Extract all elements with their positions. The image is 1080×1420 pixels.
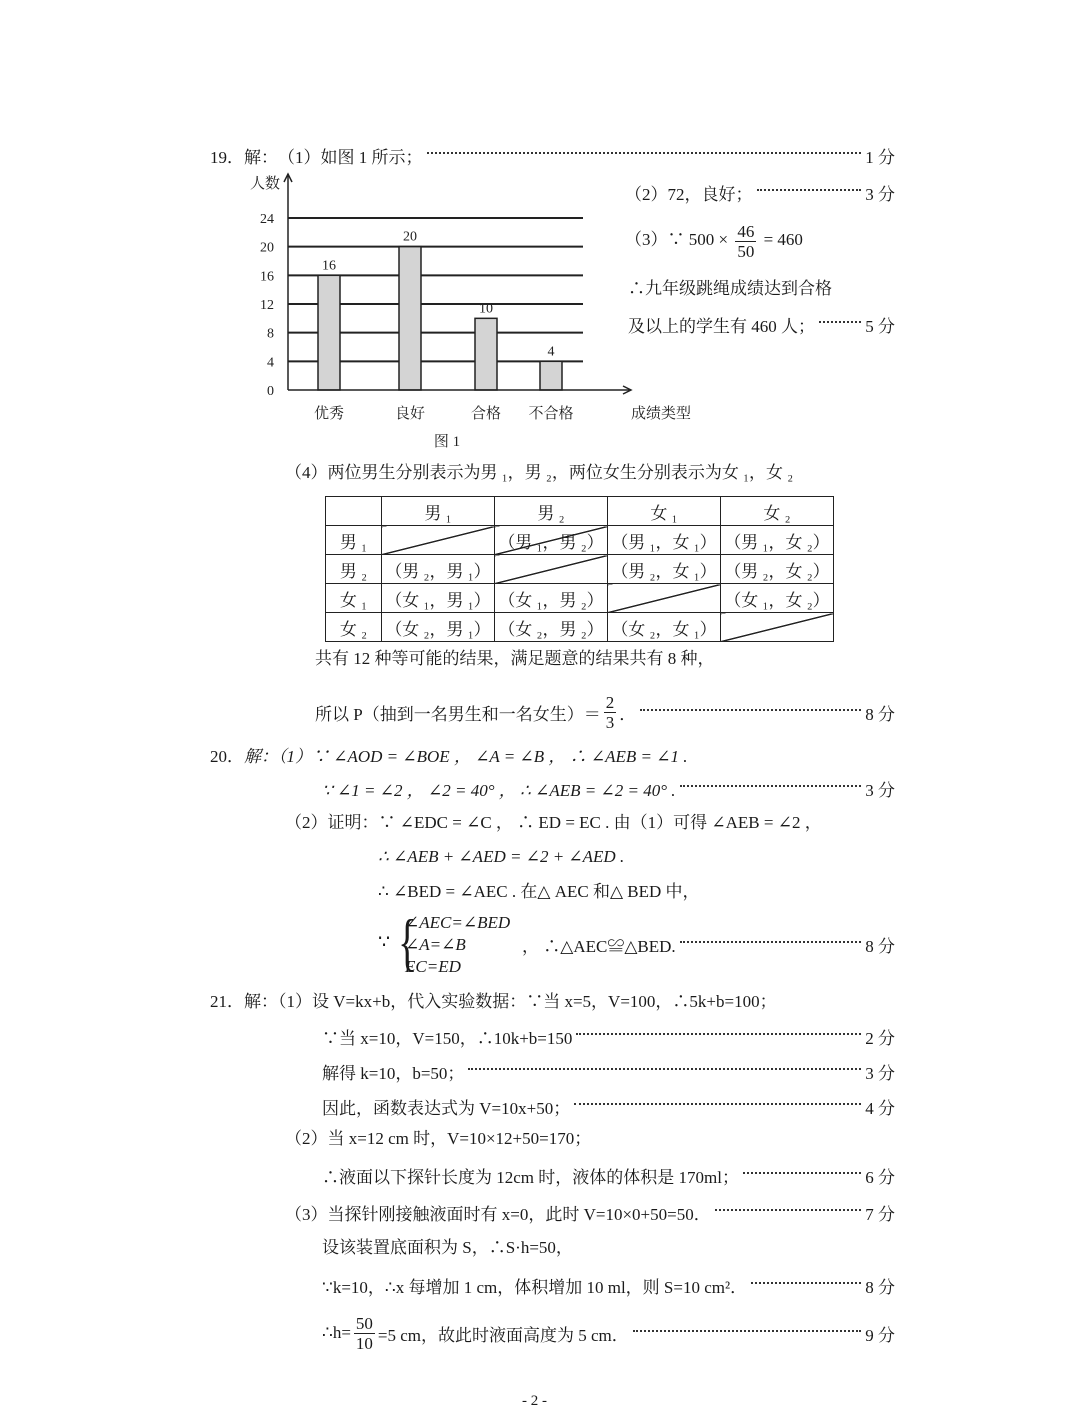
leader-dots [576,1032,861,1035]
q19-part3-text: 及以上的学生有 460 人； [628,316,815,336]
leader-dots [715,1208,862,1211]
table-cell: （女 ₂，女 ₁） [608,613,721,642]
system-equation-3: EC=ED [405,957,461,976]
table-cell: （女 ₂，男 ₁） [382,613,495,642]
y-axis-label: 人数 [250,176,281,192]
row-label: 男 ₁ [326,526,382,555]
q19-part3-prefix: （3）∵ 500 × [625,230,729,249]
bar [540,361,562,390]
q19-probability-prefix: 所以 P（抽到一名男生和一名女生）＝ [315,704,601,724]
q21-part2-conclusion: ∴液面以下探针长度为 12cm 时，液体的体积是 170ml； [322,1167,739,1187]
leader-dots [819,320,861,323]
q20-part1-conclusion: ∵ ∠1 = ∠2 ， ∠2 = 40° ， ∴ ∠AEB = ∠2 = 40° . [322,780,676,800]
leader-dots [640,708,861,711]
q20-conclusion: ， ∴△AEC≌△BED. [522,936,676,956]
bar [475,318,497,390]
q21-function-expression: 因此，函数表达式为 V=10x+50； [322,1098,571,1118]
q21-part3-line-2: 设该装置底面积为 S，∴S·h=50， [322,1238,573,1257]
q19-part1-score: 1 分 [865,147,895,167]
numerator: 50 [355,1313,373,1333]
table-header-cell: 男 ₁ [382,497,495,526]
q21-solution: 解得 k=10，b=50； [322,1063,465,1083]
y-tick-label: 20 [260,240,274,256]
table-cell: （男 ₁，女 ₁） [608,526,721,555]
table-cell: （男 ₂，男 ₁） [382,555,495,584]
q19-line-1 [210,143,895,167]
y-tick-label: 24 [260,212,274,227]
q21-part2-line-1: （2）当 x=12 cm 时，V=10×12+50=170； [285,1129,592,1148]
q19-part3-line-2: ∴九年级跳绳成绩达到合格 [628,279,832,298]
leader-dots [757,188,862,191]
y-tick-label: 4 [267,355,274,371]
q21-line-2 [322,1024,895,1048]
q21-part3-line-4 [322,1310,895,1356]
fraction [604,693,617,732]
table-row [326,613,834,642]
table-header-cell: 女 ₂ [721,497,834,526]
q21-part1-text: 解：（1）设 V=kx+b，代入实验数据：∵当 x=5，V=100，∴5k+b=100； [244,991,777,1011]
q19-part4-score: 8 分 [865,704,895,724]
q19-part3-score: 5 分 [865,316,895,336]
q21-part3-score-1: 7 分 [865,1204,895,1224]
q19-part4-intro: （4）两位男生分别表示为男 ₁，男 ₂，两位女生分别表示为女 ₁，女 ₂ [285,463,794,482]
table-cell: （男 ₁，女 ₂） [721,526,834,555]
x-axis-label: 成绩类型 [631,406,692,422]
system-equation-2: ∠A=∠B [405,935,466,954]
system-equation-1: ∠AEC=∠BED [405,913,511,932]
q21-part2-score: 6 分 [865,1167,895,1187]
x-tick-label: 不合格 [528,406,574,422]
x-tick-label: 优秀 [313,406,345,422]
leader-dots [427,151,862,154]
q21-part3-line-3 [322,1273,895,1297]
q21-part3-text: （3）当探针刚接触液面时有 x=0，此时 V=10×0+50=50． [285,1204,711,1224]
diagonal-cell [382,526,495,555]
q20-line-1 [210,742,687,766]
table-cell: （女 ₂，男 ₂） [495,613,608,642]
q21-height-prefix: ∴h= [322,1323,351,1342]
q19-part3-result: = 460 [763,230,803,249]
q21-height-result: =5 cm，故此时液面高度为 5 cm． [377,1325,629,1345]
q20-part2-line-3: ∴ ∠BED = ∠AEC . 在△ AEC 和△ BED 中， [378,882,700,901]
diagonal-cell [608,584,721,613]
table-cell: （女 ₁，男 ₁） [382,584,495,613]
numerator: 2 [605,692,615,712]
q19-part2-score: 3 分 [865,184,895,204]
table-cell: （男 ₂，女 ₁） [608,555,721,584]
y-tick-label: 16 [260,269,274,285]
diagonal-cell: （男 ₁，男 ₂） [495,526,608,555]
chart-title: 图 1 [433,434,461,450]
fraction [354,1314,375,1353]
q19-part2: （2）72，良好； [625,184,753,204]
table-cell: （女 ₁，男 ₂） [495,584,608,613]
table-header-cell: 男 ₂ [495,497,608,526]
q21-part3-score-2: 8 分 [865,1277,895,1297]
bar [399,247,421,390]
q20-part1-text: 解：（1）∵ ∠AOD = ∠BOE ， ∠A = ∠B ， ∴ ∠AEB = ∠1 . [244,746,688,766]
x-tick-label: 合格 [470,406,502,422]
leader-dots [468,1067,861,1070]
row-label: 女 ₂ [326,613,382,642]
q21-line-1 [210,987,777,1011]
numerator: 46 [737,221,755,241]
leader-dots [680,784,862,787]
table-cell: （女 ₁，女 ₂） [721,584,834,613]
table-row [326,526,834,555]
data-label: 16 [322,258,336,274]
q19-number: 19． [210,147,244,167]
q21-line-3-score: 3 分 [865,1063,895,1083]
q21-part2-line-2 [322,1163,895,1187]
y-tick-label: 12 [260,298,274,313]
table-corner [326,497,382,526]
q21-equation-2: ∵当 x=10，V=150，∴10k+b=150 [322,1028,573,1048]
diagonal-cell [495,555,608,584]
because-symbol: ∵ [378,932,391,953]
q20-number: 20． [210,746,244,766]
q19-jie: 解： [244,147,278,167]
q21-line-4-score: 4 分 [865,1098,895,1118]
q19-probability-end: ． [619,704,637,724]
row-label: 女 ₁ [326,584,382,613]
table-header-row [326,497,834,526]
leader-dots [574,1102,861,1105]
data-label: 20 [403,229,417,245]
q21-number: 21． [210,991,244,1011]
fraction [735,222,756,261]
q20-part2-score: 8 分 [865,936,895,956]
q19-part3-line-3 [628,312,895,336]
q19-total-outcomes: 共有 12 种等可能的结果，满足题意的结果共有 8 种， [315,649,715,668]
left-brace: { [398,906,417,977]
table-header-cell: 女 ₁ [608,497,721,526]
row-label: 男 ₂ [326,555,382,584]
denominator: 3 [605,712,615,732]
q20-conclusion-line [522,932,895,956]
y-tick-label: 0 [267,384,274,399]
page-number: - 2 - [522,1393,547,1409]
diagonal-cell [721,613,834,642]
data-label: 4 [547,344,555,360]
data-label: 10 [479,301,493,317]
q19-line-2 [625,180,895,204]
table-row [326,584,834,613]
q20-part2-line-2: ∴ ∠AEB + ∠AED = ∠2 + ∠AED . [378,847,625,866]
q21-line-2-score: 2 分 [865,1028,895,1048]
q21-part3-line-1 [285,1200,895,1224]
q20-part1-score: 3 分 [865,780,895,800]
bar [318,275,340,390]
q21-part3-score-3: 9 分 [865,1325,895,1345]
outcome-table [325,496,834,642]
q19-probability-line [315,690,895,734]
leader-dots [751,1281,861,1284]
q21-line-3 [322,1059,895,1083]
q19-part1: （1）如图 1 所示； [278,147,423,167]
leader-dots [743,1171,861,1174]
leader-dots [680,940,862,943]
denominator: 10 [355,1333,373,1353]
q21-part3-area: ∵k=10，∴x 每增加 1 cm，体积增加 10 ml，则 S=10 cm²． [322,1277,748,1297]
table-cell: （男 ₂，女 ₂） [721,555,834,584]
x-tick-label: 良好 [394,406,426,422]
q20-line-2 [322,776,895,800]
denominator: 50 [737,241,755,261]
leader-dots [633,1329,861,1332]
y-tick-label: 8 [267,326,274,342]
q20-part2-line-1: （2）证明：∵ ∠EDC = ∠C ， ∴ ED = EC . 由（1）可得 ∠AEB = ∠2 ， [285,813,822,832]
q21-line-4 [322,1094,895,1118]
q19-part3-formula [625,218,803,262]
table-row [326,555,834,584]
